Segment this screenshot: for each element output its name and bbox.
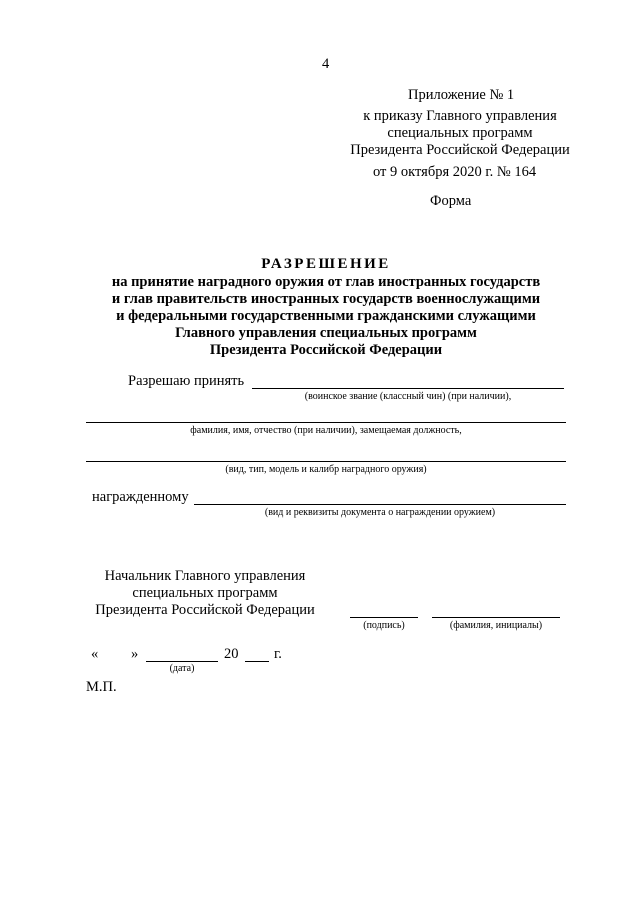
document-field-line[interactable] xyxy=(194,504,566,505)
signature-field-line[interactable] xyxy=(350,617,418,618)
date-hint: (дата) xyxy=(169,663,195,674)
order-date-number: от 9 октября 2020 г. № 164 xyxy=(373,164,537,180)
title-line-1: на принятие наградного оружия от глав иностранных государств xyxy=(111,274,541,290)
initials-hint: (фамилия, инициалы) xyxy=(449,620,543,631)
year-suffix: г. xyxy=(274,646,282,662)
form-label: Форма xyxy=(430,193,472,209)
name-field-line[interactable] xyxy=(86,422,566,423)
signatory-line-1: Начальник Главного управления xyxy=(104,568,306,584)
weapon-hint: (вид, тип, модель и калибр наградного оружия) xyxy=(225,464,427,475)
appendix-label: Приложение № 1 xyxy=(408,87,515,103)
title-line-2: и глав правительств иностранных государств военнослужащими xyxy=(111,291,541,307)
stamp-place: М.П. xyxy=(86,679,117,695)
date-month-field-line[interactable] xyxy=(146,661,218,662)
signatory-line-2: специальных программ xyxy=(132,585,278,601)
permit-label: Разрешаю принять xyxy=(128,373,245,389)
awarded-label: награжденному xyxy=(92,489,189,505)
page-number: 4 xyxy=(322,56,330,72)
name-hint: фамилия, имя, отчество (при наличии), замещаемая должность, xyxy=(190,425,462,436)
initials-field-line[interactable] xyxy=(432,617,560,618)
rank-field-line[interactable] xyxy=(252,388,564,389)
document-hint: (вид и реквизиты документа о награждении оружием) xyxy=(264,507,496,518)
year-field-line[interactable] xyxy=(245,661,269,662)
date-close-quote: » xyxy=(131,646,139,662)
rank-hint: (воинское звание (классный чин) (при наличии), xyxy=(304,391,512,402)
title-line-5: Президента Российской Федерации xyxy=(209,342,443,358)
signatory-line-3: Президента Российской Федерации xyxy=(95,602,315,618)
order-line-3: Президента Российской Федерации xyxy=(350,142,570,158)
title-line-3: и федеральными государственными гражданскими служащими xyxy=(116,308,536,324)
title-line-4: Главного управления специальных программ xyxy=(175,325,477,341)
year-prefix: 20 xyxy=(224,646,239,662)
weapon-field-line[interactable] xyxy=(86,461,566,462)
date-open-quote: « xyxy=(91,646,99,662)
order-line-1: к приказу Главного управления xyxy=(363,108,557,124)
signature-hint: (подпись) xyxy=(363,620,405,631)
document-title: РАЗРЕШЕНИЕ xyxy=(261,256,391,272)
order-line-2: специальных программ xyxy=(387,125,533,141)
